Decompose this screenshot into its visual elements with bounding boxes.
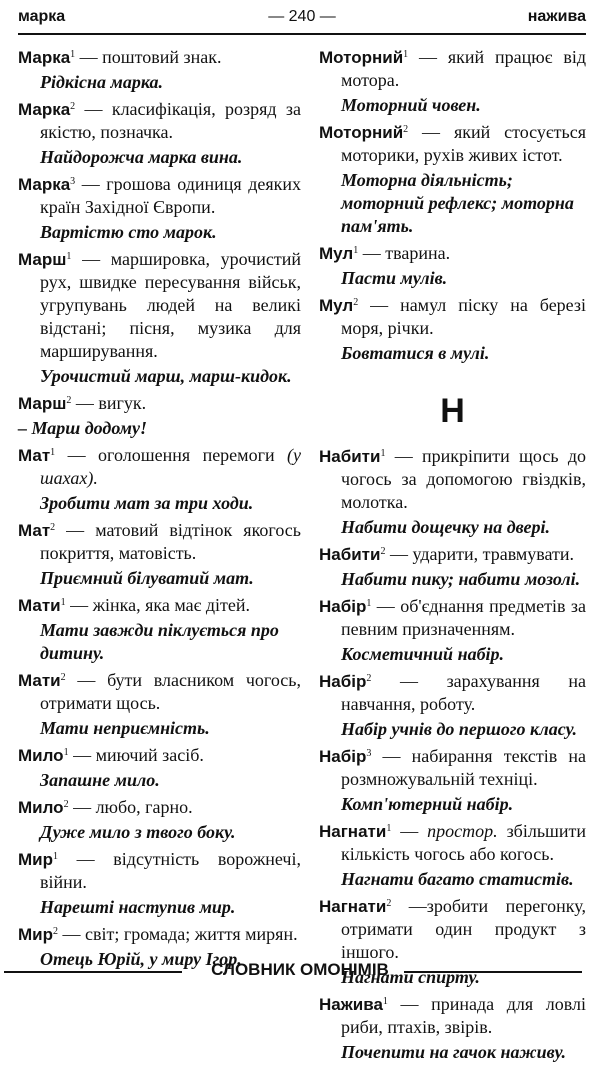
- homonym-number: 1: [70, 49, 76, 60]
- section-letter: Н: [440, 392, 465, 430]
- dictionary-entry: [319, 595, 586, 641]
- homonym-number: 1: [63, 747, 69, 758]
- definition: любо, гарно.: [95, 797, 193, 817]
- dictionary-entry: [319, 294, 586, 340]
- headword: Мул: [319, 296, 354, 315]
- usage-note: простор.: [427, 821, 498, 841]
- usage-example: Мати неприємність.: [40, 718, 210, 738]
- dictionary-entry: [18, 173, 301, 219]
- headword: Марка: [18, 100, 71, 119]
- usage-example: Нагнати спирту.: [341, 967, 480, 987]
- definition: світ; громада; життя мирян.: [85, 924, 298, 944]
- definition: тварина.: [385, 243, 451, 263]
- definition: поштовий знак.: [102, 47, 222, 67]
- definition: грошова одиниця деяких країн Західної Європи.: [40, 174, 302, 217]
- homonym-number: 1: [382, 996, 388, 1007]
- dash-separator: —: [75, 174, 107, 194]
- headword: Мир: [18, 850, 53, 869]
- definition: класифікація, розряд за якістю, позначка.: [40, 99, 302, 142]
- definition: відсутність ворожнечі, війни.: [40, 849, 301, 892]
- definition: оголошення перемоги: [98, 445, 275, 465]
- dash-separator: —: [408, 122, 454, 142]
- headword: Набір: [319, 672, 367, 691]
- usage-example: Рідкісна марка.: [40, 72, 164, 92]
- dictionary-entry: [319, 745, 586, 791]
- header-rule: [18, 33, 586, 35]
- dictionary-entry: [18, 444, 301, 490]
- dash-separator: —: [55, 445, 99, 465]
- homonym-number: 1: [66, 251, 72, 262]
- header-right-word: нажива: [527, 8, 586, 25]
- usage-example: Почепити на гачок наживу.: [341, 1042, 567, 1062]
- dash-separator: —: [371, 671, 447, 691]
- footer-rule-right: [404, 971, 582, 973]
- homonym-number: 1: [353, 245, 359, 256]
- dash-separator: —: [68, 745, 96, 765]
- usage-note: (у шахах).: [40, 445, 302, 488]
- headword: Мило: [18, 746, 64, 765]
- dictionary-entry: [18, 519, 301, 565]
- headword: Марш: [18, 394, 67, 413]
- dash-separator: —: [358, 243, 386, 263]
- dash-separator: —: [65, 670, 108, 690]
- headword: Марка: [18, 175, 71, 194]
- headword: Марка: [18, 48, 71, 67]
- homonym-number: 3: [70, 176, 76, 187]
- homonym-number: 2: [50, 522, 56, 533]
- homonym-number: 1: [386, 823, 392, 834]
- right-column-top: [319, 46, 586, 365]
- dictionary-entry: [319, 993, 586, 1039]
- definition: принада для ловлі риби, птахів, звірів.: [341, 994, 587, 1037]
- usage-example: Набір учнів до першого класу.: [341, 719, 577, 739]
- definition: миючий засіб.: [95, 745, 204, 765]
- dash-separator: —: [75, 47, 103, 67]
- homonym-number: 2: [353, 297, 359, 308]
- columns: [18, 46, 586, 1068]
- usage-example: Моторний човен.: [341, 95, 481, 115]
- headword: Набити: [319, 545, 381, 564]
- usage-example: Бовтатися в мулі.: [341, 343, 490, 363]
- usage-example: Нагнати багато статистів.: [341, 869, 574, 889]
- page-number: — 240 —: [268, 8, 336, 25]
- usage-example: Мати завжди піклується про дитину.: [40, 620, 279, 663]
- definition: вигук.: [98, 393, 147, 413]
- homonym-number: 2: [386, 898, 392, 909]
- usage-example: Отець Юрій, у миру Ігор.: [40, 949, 242, 969]
- headword: Мати: [18, 671, 61, 690]
- dictionary-entry: [18, 46, 301, 69]
- dictionary-entry: [319, 242, 586, 265]
- dictionary-entry: [319, 895, 586, 964]
- dash-separator: —: [71, 393, 99, 413]
- definition: намул піску на березі моря, річки.: [341, 295, 587, 338]
- homonym-number: 1: [366, 598, 372, 609]
- dictionary-entry: [18, 796, 301, 819]
- usage-example: – Марш додому!: [18, 418, 148, 438]
- usage-example: Набити пику; набити мозолі.: [341, 569, 581, 589]
- dictionary-entry: [18, 923, 301, 946]
- headword: Нагнати: [319, 822, 387, 841]
- dash-separator: —: [385, 446, 423, 466]
- header-left-word: марка: [18, 8, 66, 25]
- usage-example: Набити дощечку на двері.: [341, 517, 550, 537]
- dash-separator: —: [387, 994, 432, 1014]
- dash-separator: —: [55, 520, 96, 540]
- homonym-number: 2: [366, 673, 372, 684]
- usage-example: Вартістю сто марок.: [40, 222, 217, 242]
- definition: набирання текстів на розмножувальній техніці.: [341, 746, 587, 789]
- dash-separator: —: [371, 746, 412, 766]
- headword: Набір: [319, 747, 367, 766]
- homonym-number: 1: [403, 49, 409, 60]
- usage-example: Запашне мило.: [40, 770, 160, 790]
- definition: бути власником чогось, отримати щось.: [40, 670, 301, 713]
- dictionary-entry: [18, 669, 301, 715]
- homonym-number: 2: [63, 799, 69, 810]
- headword: Набити: [319, 447, 381, 466]
- definition: матовий відтінок якогось покриття, матовість.: [40, 520, 301, 563]
- dictionary-entry: [319, 543, 586, 566]
- definition: прикріпити щось до чогось за допомогою гвіздків, молотка.: [341, 446, 586, 512]
- dash-separator: —: [391, 896, 427, 916]
- dash-separator: —: [58, 924, 85, 944]
- headword: Мат: [18, 521, 51, 540]
- usage-example: Нарешті наступив мир.: [40, 897, 236, 917]
- homonym-number: 1: [380, 448, 386, 459]
- dash-separator: —: [385, 544, 413, 564]
- homonym-number: 2: [53, 926, 58, 937]
- headword: Моторний: [319, 48, 404, 67]
- dash-separator: —: [75, 99, 112, 119]
- homonym-number: 2: [380, 546, 386, 557]
- headword: Набір: [319, 597, 367, 616]
- definition: жінка, яка має дітей.: [92, 595, 251, 615]
- dictionary-entry: [18, 98, 301, 144]
- headword: Мило: [18, 798, 64, 817]
- dash-separator: —: [408, 47, 448, 67]
- headword: Мир: [18, 925, 53, 944]
- usage-example: Приємний білуватий мат.: [40, 568, 254, 588]
- homonym-number: 1: [60, 597, 66, 608]
- dash-separator: —: [65, 595, 93, 615]
- dictionary-entry: [319, 46, 586, 92]
- homonym-number: 2: [403, 124, 409, 135]
- footer-title: СЛОВНИК ОМОНІМІВ: [211, 960, 389, 979]
- homonym-number: 2: [66, 395, 72, 406]
- headword: Моторний: [319, 123, 404, 142]
- dictionary-entry: [319, 820, 586, 866]
- dictionary-entry: [319, 445, 586, 514]
- usage-example: Пасти мулів.: [341, 268, 448, 288]
- usage-example: Дуже мило з твого боку.: [40, 822, 236, 842]
- homonym-number: 3: [366, 748, 372, 759]
- dictionary-entry: [319, 121, 586, 167]
- homonym-number: 1: [50, 447, 56, 458]
- usage-example: Зробити мат за три ходи.: [40, 493, 254, 513]
- running-header: [18, 8, 586, 34]
- definition: об'єднання предметів за певним призначенням.: [341, 596, 586, 639]
- right-column: [311, 46, 586, 1068]
- dictionary-entry: [18, 848, 301, 894]
- dictionary-entry: [18, 248, 301, 363]
- left-column: [18, 46, 311, 1068]
- dictionary-entry: [18, 392, 301, 415]
- headword: Марш: [18, 250, 67, 269]
- homonym-number: 2: [60, 672, 66, 683]
- headword: Мул: [319, 244, 354, 263]
- dictionary-entry: [18, 744, 301, 767]
- definition: ударити, травмувати.: [412, 544, 575, 564]
- dictionary-entry: [319, 670, 586, 716]
- dictionary-entry: [18, 594, 301, 617]
- dash-separator: —: [371, 596, 401, 616]
- dash-separator: —: [71, 249, 111, 269]
- usage-example: Моторна діяльність; моторний рефлекс; моторна пам'ять.: [341, 170, 574, 236]
- footer: [0, 960, 600, 984]
- definition: маршировка, урочистий рух, швидке пересування військ, угрупувань людей на великі відстані; пісня, музика для марширування.: [40, 249, 301, 361]
- headword: Нажива: [319, 995, 383, 1014]
- usage-example: Косметичний набір.: [341, 644, 505, 664]
- headword: Мат: [18, 446, 51, 465]
- definition: зробити перегонку, отримати один продукт з іншого.: [341, 896, 586, 962]
- dash-separator: —: [58, 849, 114, 869]
- definition: збільшити кількість чогось або когось.: [341, 821, 587, 864]
- homonym-number: 1: [53, 851, 58, 862]
- headword: Нагнати: [319, 897, 387, 916]
- dash-separator: —: [68, 797, 96, 817]
- homonym-number: 2: [70, 101, 76, 112]
- dash-separator: —: [358, 295, 401, 315]
- dash-separator: —: [391, 821, 428, 841]
- definition: який стосується моторики, рухів живих істот.: [341, 122, 586, 165]
- headword: Мати: [18, 596, 61, 615]
- definition: зарахування на навчання, роботу.: [341, 671, 586, 714]
- usage-example: Найдорожча марка вина.: [40, 147, 243, 167]
- usage-example: Комп'ютерний набір.: [341, 794, 514, 814]
- usage-example: Урочистий марш, марш-кидок.: [40, 366, 292, 386]
- definition: який працює від мотора.: [341, 47, 586, 90]
